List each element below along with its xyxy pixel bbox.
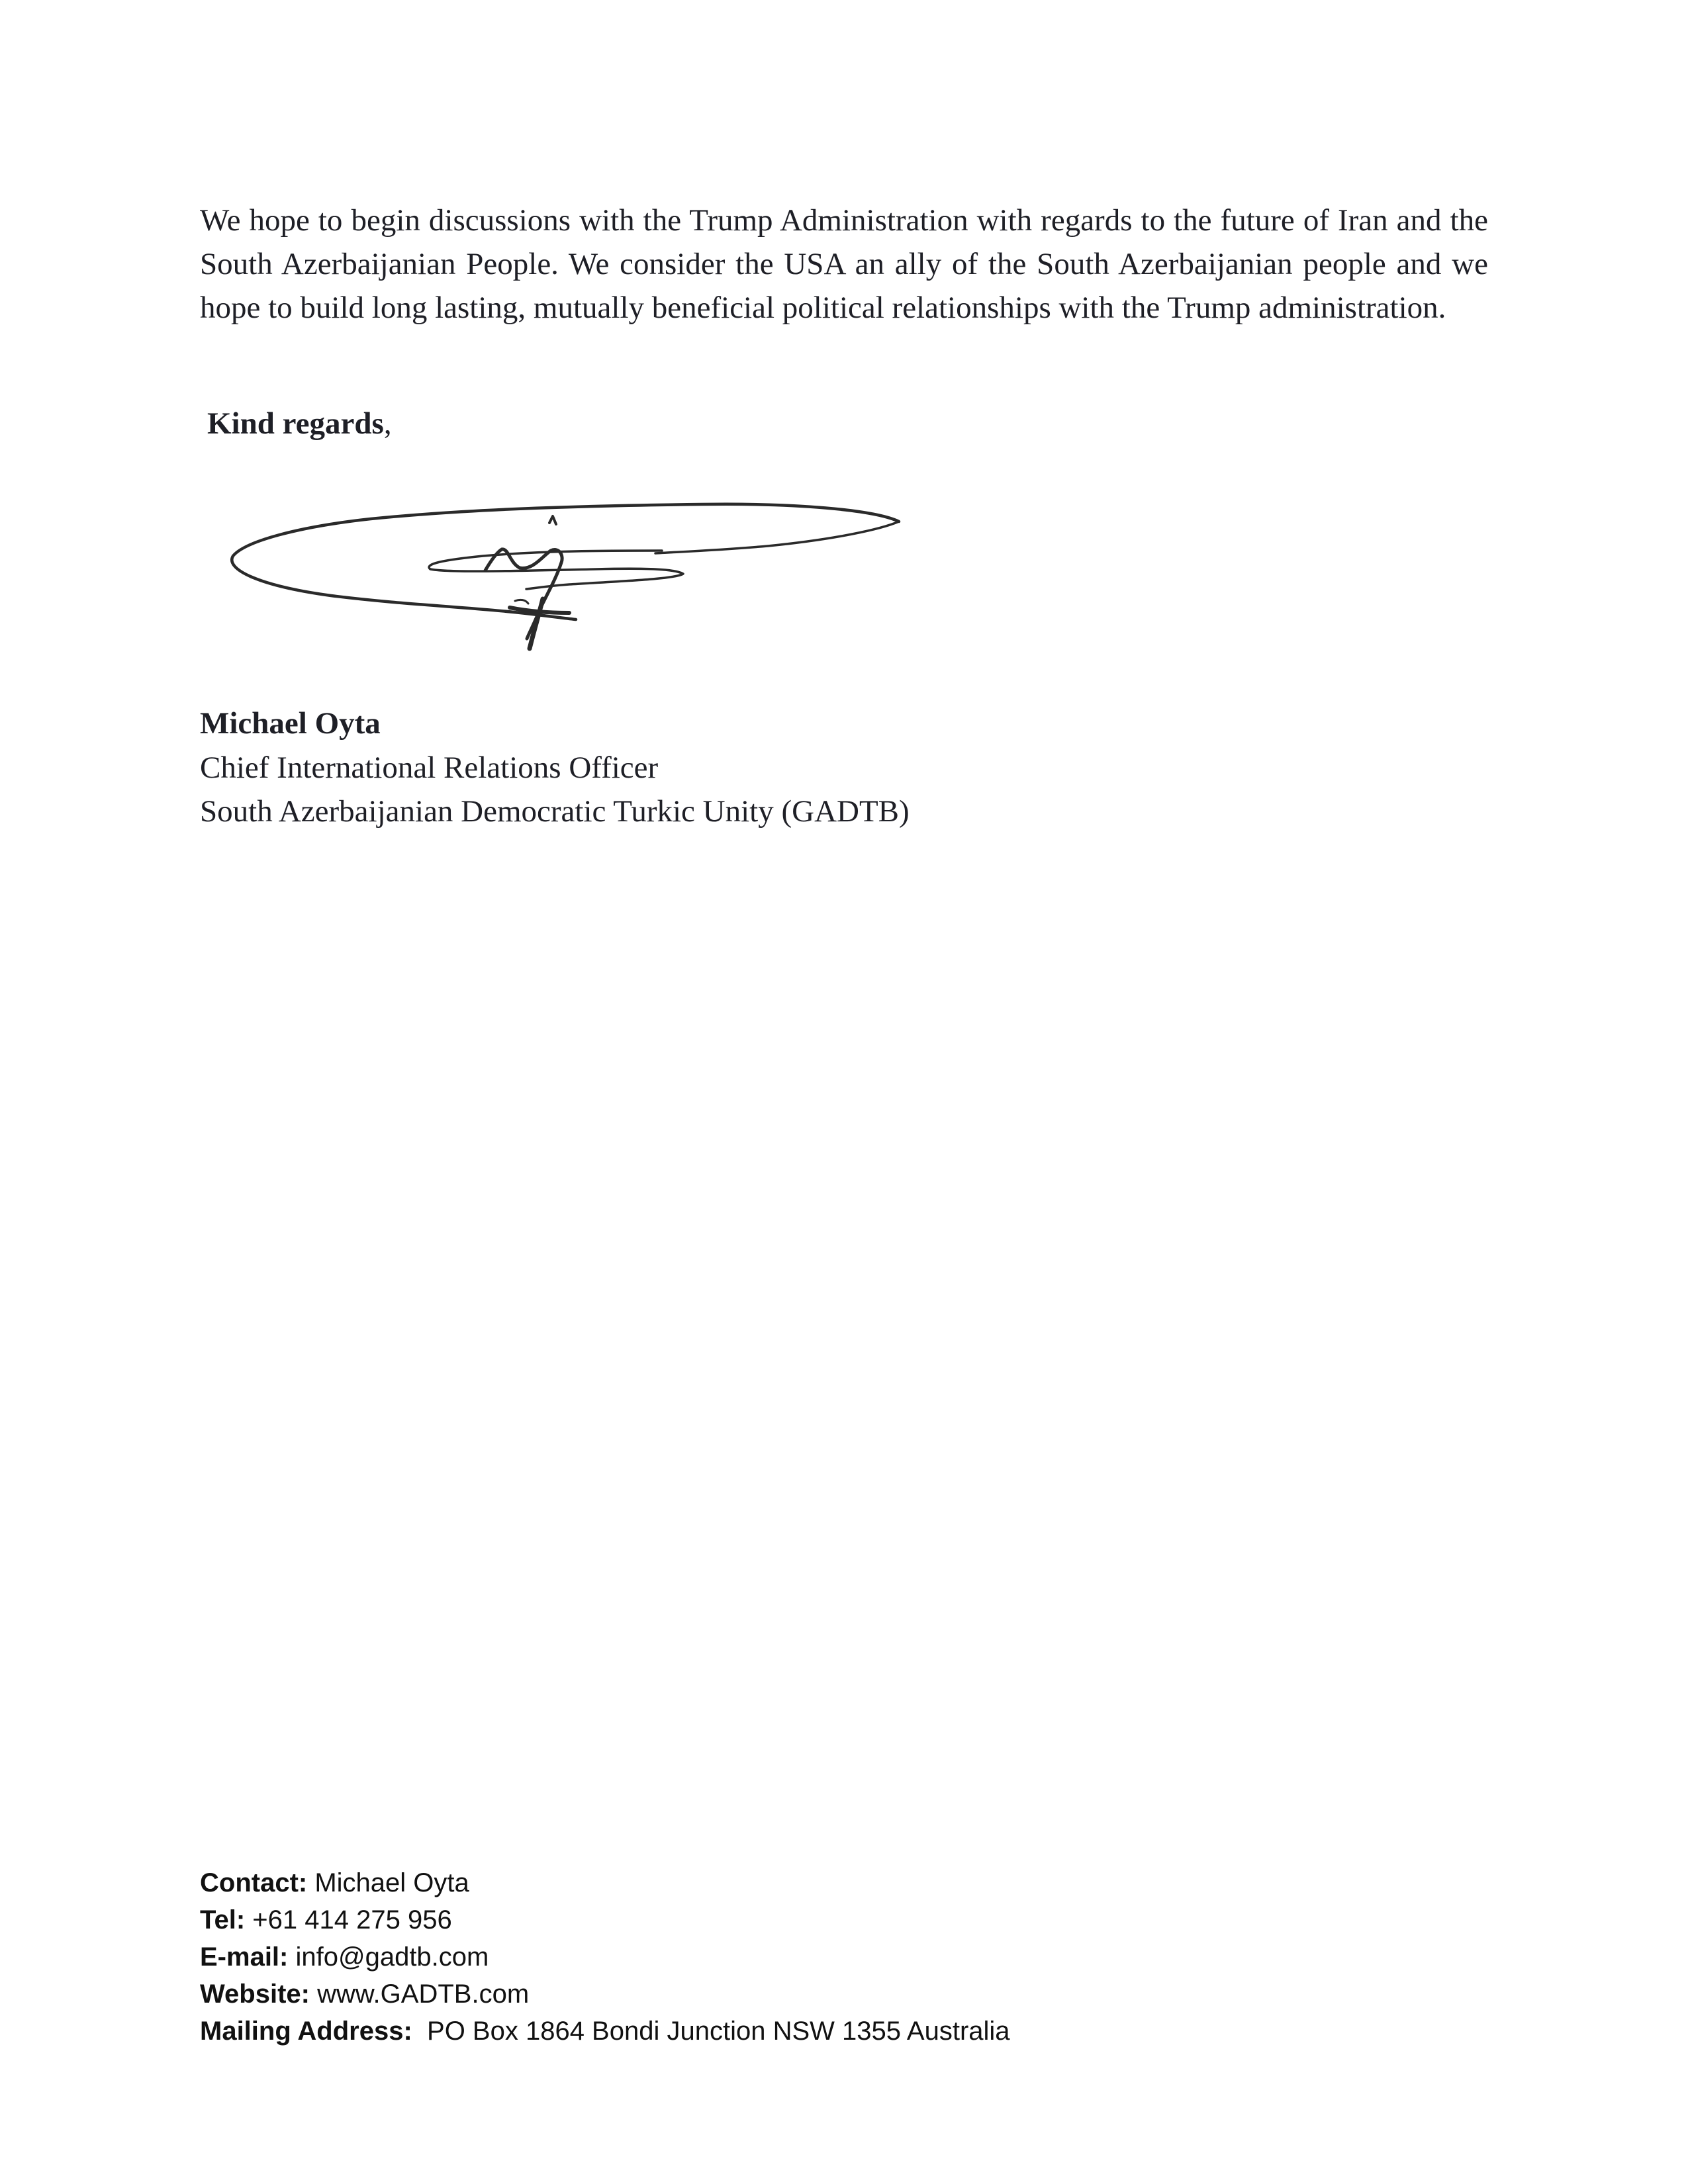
signatory-block <box>200 702 910 834</box>
signatory-organization: South Azerbaijanian Democratic Turkic Unity (GADTB) <box>200 794 910 829</box>
letter-body-paragraph: We hope to begin discussions with the Trump Administration with regards to the future of Iran and the South Azerbaijanian People. We consider the USA an ally of the South Azerbaijanian people and we hope to build long lasting, mutually beneficial political relationships with the Trump administration. <box>200 203 1488 325</box>
signature-strokes <box>232 504 899 649</box>
mailing-address-line <box>200 2013 1010 2050</box>
signature-outer-loop <box>232 504 899 619</box>
signature-caret-mark <box>549 516 556 524</box>
website-label: Website: <box>200 1979 310 2009</box>
signature-outer-loop-return <box>655 522 899 553</box>
signature-small-hook <box>515 600 528 604</box>
website-line <box>200 1976 1010 2013</box>
contact-line <box>200 1864 1010 1901</box>
contact-value: Michael Oyta <box>314 1868 469 1897</box>
email-value[interactable]: info@gadtb.com <box>295 1942 489 1972</box>
tel-value: +61 414 275 956 <box>252 1905 452 1934</box>
signature-squiggle <box>485 549 562 639</box>
closing-salutation <box>207 402 392 445</box>
website-value[interactable]: www.GADTB.com <box>317 1979 530 2009</box>
handwritten-signature <box>199 463 927 662</box>
contact-footer <box>200 1864 1010 2050</box>
tel-line <box>200 1901 1010 1938</box>
tel-label: Tel: <box>200 1905 246 1934</box>
signatory-title: Chief International Relations Officer <box>200 750 659 785</box>
contact-label: Contact: <box>200 1868 308 1897</box>
signature-tail <box>530 599 543 649</box>
mailing-address-value: PO Box 1864 Bondi Junction NSW 1355 Australia <box>427 2017 1010 2046</box>
mailing-address-label: Mailing Address: <box>200 2017 412 2046</box>
closing-comma: , <box>383 406 392 441</box>
email-label: E-mail: <box>200 1942 289 1972</box>
signature-inner-loop <box>429 551 683 589</box>
closing-text: Kind regards <box>207 406 384 441</box>
email-line <box>200 1938 1010 1976</box>
signatory-name: Michael Oyta <box>200 706 381 741</box>
